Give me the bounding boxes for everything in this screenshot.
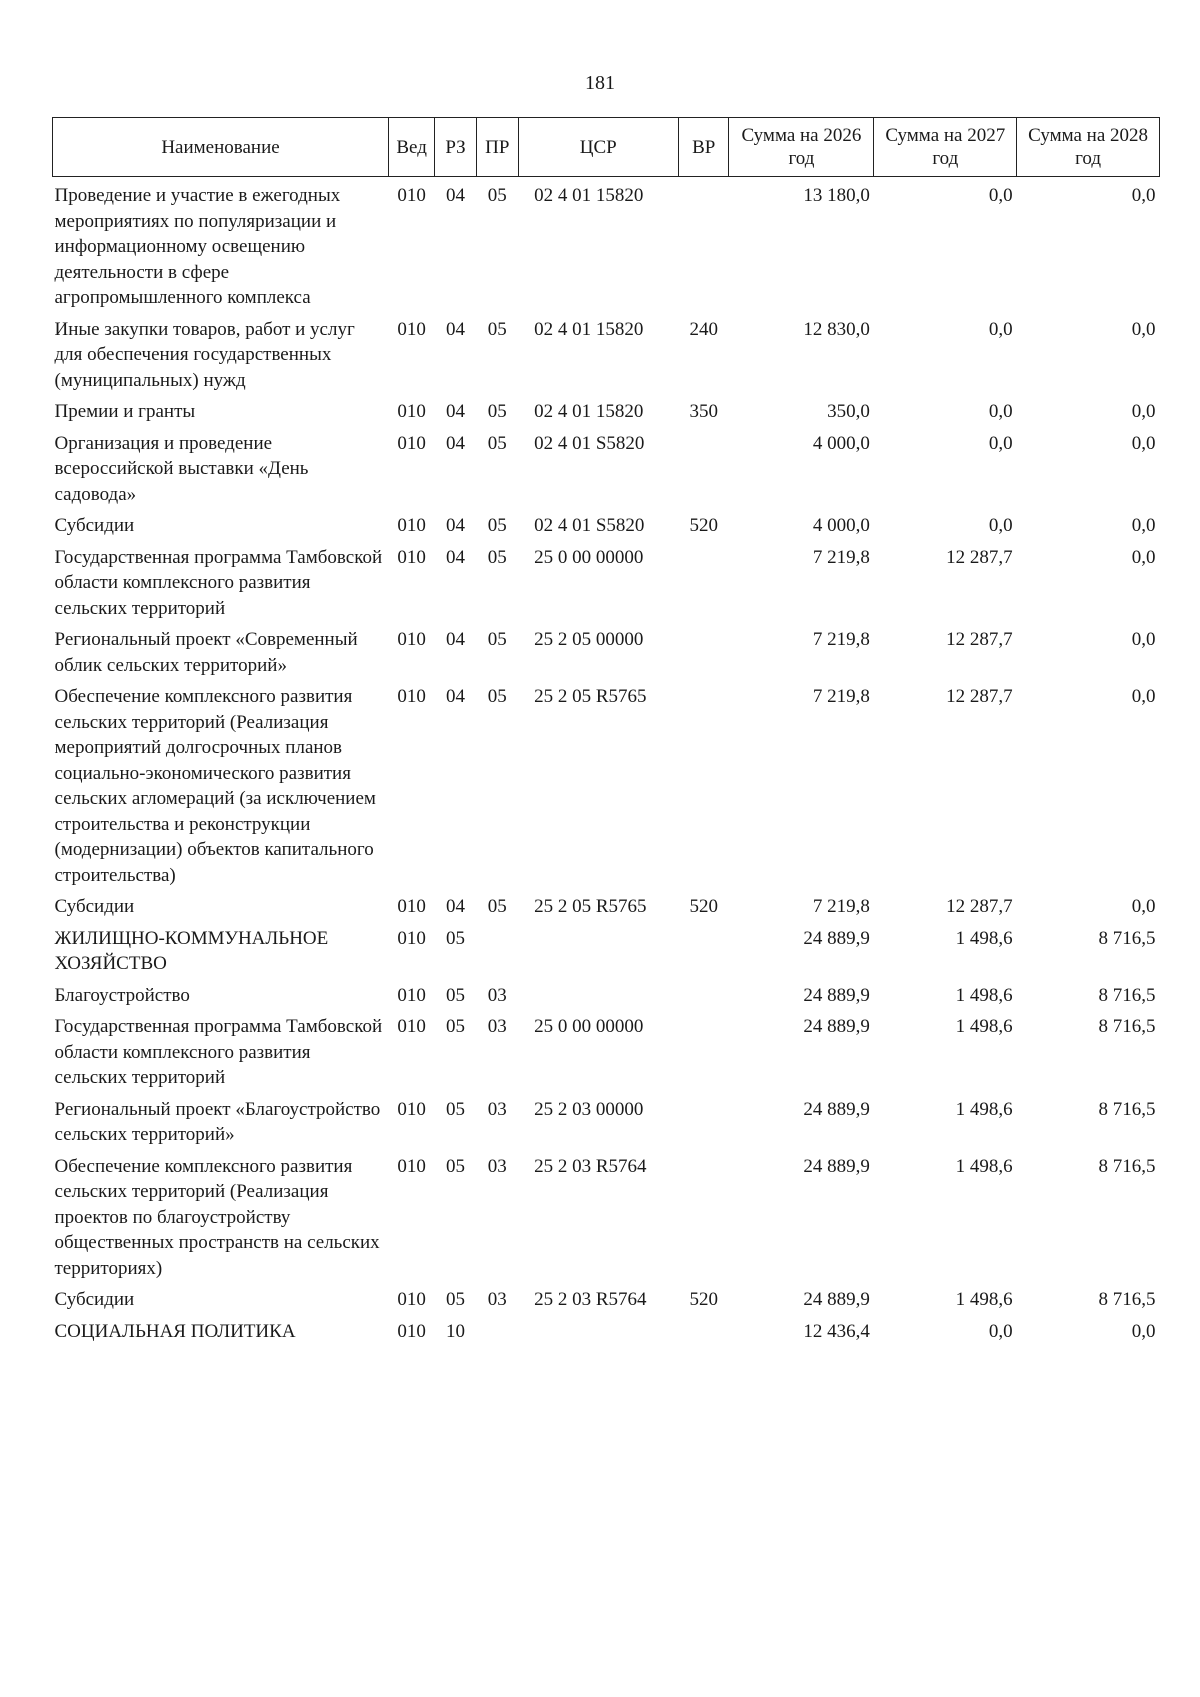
cell-csr	[518, 983, 678, 1015]
cell-pr: 05	[487, 318, 507, 340]
cell-name: Государственная программа Тамбовской области комплексного развития сельских территорий	[54, 1016, 383, 1088]
cell-rz: 05	[446, 984, 466, 1006]
cell-sum-2026: 24 889,9	[803, 1289, 870, 1310]
cell-pr: 03	[487, 1155, 507, 1177]
cell-sum-2027: 1 498,6	[955, 927, 1013, 949]
table-row	[53, 545, 1160, 628]
cell-sum-2028: 0,0	[1131, 686, 1156, 707]
cell-sum-2028: 8 716,5	[1098, 1289, 1156, 1310]
table-row	[53, 399, 1160, 431]
cell-name: Обеспечение комплексного развития сельских территорий (Реализация проектов по благоустройству общественных пространств на сельских территориях)	[54, 1155, 380, 1279]
cell-sum-2028: 0,0	[1131, 896, 1156, 917]
cell-pr: 05	[487, 515, 507, 536]
cell-sum-2028: 0,0	[1131, 185, 1156, 206]
cell-pr: 03	[487, 1016, 507, 1037]
header-sum-2028: Сумма на 2028 год	[1017, 118, 1160, 177]
cell-sum-2026: 24 889,9	[803, 927, 870, 949]
table-row	[53, 894, 1160, 926]
cell-csr: 25 0 00 00000	[534, 1016, 644, 1037]
cell-vr: 520	[689, 1289, 718, 1310]
table-row	[53, 627, 1160, 684]
table-row	[53, 983, 1160, 1015]
cell-vr	[678, 627, 729, 684]
cell-csr: 25 2 03 R5764	[534, 1155, 647, 1177]
cell-sum-2026: 13 180,0	[803, 185, 870, 206]
cell-sum-2026: 7 219,8	[812, 546, 870, 568]
cell-sum-2027: 0,0	[988, 401, 1013, 422]
cell-sum-2027: 0,0	[988, 1320, 1013, 1342]
cell-rz: 04	[446, 318, 466, 340]
cell-sum-2027: 1 498,6	[955, 1289, 1013, 1310]
cell-sum-2027: 0,0	[988, 432, 1013, 454]
cell-vr: 350	[689, 401, 718, 422]
cell-rz: 05	[446, 1289, 466, 1310]
header-vr: ВР	[678, 118, 729, 177]
cell-name: Проведение и участие в ежегодных мероприятиях по популяризации и информационному освещению деятельности в сфере агропромышленного комплекса	[54, 185, 341, 308]
cell-sum-2028: 0,0	[1131, 629, 1156, 650]
cell-pr	[476, 926, 518, 983]
table-row	[53, 1319, 1160, 1351]
cell-vr: 240	[689, 318, 718, 340]
cell-sum-2027: 0,0	[988, 515, 1013, 536]
cell-vr	[678, 1154, 729, 1288]
cell-sum-2028: 0,0	[1131, 546, 1156, 568]
cell-sum-2027: 12 287,7	[946, 546, 1013, 568]
cell-csr: 25 2 03 R5764	[534, 1289, 647, 1310]
budget-table	[52, 117, 1160, 1350]
cell-csr	[518, 1319, 678, 1351]
cell-csr: 02 4 01 S5820	[534, 515, 645, 536]
cell-vr	[678, 684, 729, 894]
cell-name: ЖИЛИЩНО-КОММУНАЛЬНОЕ ХОЗЯЙСТВО	[54, 927, 329, 974]
cell-csr: 25 2 05 R5765	[534, 686, 647, 707]
cell-sum-2027: 1 498,6	[955, 984, 1013, 1006]
table-row	[53, 183, 1160, 317]
cell-pr: 05	[487, 896, 507, 917]
cell-vr	[678, 183, 729, 317]
cell-pr: 05	[487, 629, 507, 650]
cell-sum-2027: 0,0	[988, 185, 1013, 206]
header-sum-2026: Сумма на 2026 год	[729, 118, 874, 177]
cell-rz: 05	[446, 1098, 466, 1120]
cell-csr: 25 2 05 R5765	[534, 896, 647, 917]
cell-sum-2026: 24 889,9	[803, 984, 870, 1006]
cell-rz: 05	[446, 1016, 466, 1037]
cell-ved: 010	[397, 1289, 426, 1310]
cell-csr: 02 4 01 15820	[534, 185, 644, 206]
cell-sum-2028: 0,0	[1131, 401, 1156, 422]
cell-rz: 04	[446, 185, 466, 206]
cell-name: СОЦИАЛЬНАЯ ПОЛИТИКА	[54, 1320, 296, 1342]
cell-rz: 04	[446, 546, 466, 568]
header-pr: ПР	[476, 118, 518, 177]
cell-ved: 010	[397, 1016, 426, 1037]
cell-sum-2026: 24 889,9	[803, 1155, 870, 1177]
cell-rz: 04	[446, 515, 466, 536]
cell-rz: 04	[446, 432, 466, 454]
table-row	[53, 926, 1160, 983]
table-row	[53, 1097, 1160, 1154]
cell-vr: 520	[689, 515, 718, 536]
header-row	[53, 118, 1160, 177]
cell-pr: 05	[487, 401, 507, 422]
header-ved: Вед	[389, 118, 435, 177]
header-rz: РЗ	[435, 118, 477, 177]
page-number: 181	[585, 72, 615, 94]
cell-sum-2026: 24 889,9	[803, 1098, 870, 1120]
cell-rz: 05	[446, 927, 466, 949]
cell-sum-2026: 12 830,0	[803, 318, 870, 340]
cell-rz: 05	[446, 1155, 466, 1177]
header-csr: ЦСР	[518, 118, 678, 177]
cell-sum-2027: 0,0	[988, 318, 1013, 340]
cell-ved: 010	[397, 515, 426, 536]
cell-name: Региональный проект «Благоустройство сельских территорий»	[54, 1098, 381, 1145]
cell-ved: 010	[397, 927, 426, 949]
table-row	[53, 513, 1160, 545]
cell-sum-2026: 4 000,0	[812, 515, 870, 536]
cell-vr	[678, 1014, 729, 1097]
cell-csr: 02 4 01 15820	[534, 318, 644, 340]
cell-ved: 010	[397, 984, 426, 1006]
cell-rz: 04	[446, 629, 466, 650]
cell-pr: 05	[487, 185, 507, 206]
cell-sum-2028: 0,0	[1131, 515, 1156, 536]
cell-pr: 05	[487, 432, 507, 454]
cell-vr	[678, 1319, 729, 1351]
cell-sum-2026: 7 219,8	[812, 629, 870, 650]
cell-csr: 02 4 01 15820	[534, 401, 644, 422]
table-row	[53, 1287, 1160, 1319]
cell-name: Организация и проведение всероссийской выставки «День садовода»	[54, 432, 309, 505]
cell-sum-2026: 24 889,9	[803, 1016, 870, 1037]
cell-sum-2028: 0,0	[1131, 1320, 1156, 1342]
cell-sum-2027: 1 498,6	[955, 1155, 1013, 1177]
cell-name: Иные закупки товаров, работ и услуг для обеспечения государственных (муниципальных) нужд	[54, 318, 355, 391]
cell-rz: 04	[446, 401, 466, 422]
cell-pr: 03	[487, 1289, 507, 1310]
cell-rz: 10	[446, 1320, 466, 1342]
table-row	[53, 1014, 1160, 1097]
cell-pr: 05	[487, 686, 507, 707]
cell-name: Субсидии	[54, 1289, 135, 1310]
cell-ved: 010	[397, 1098, 426, 1120]
cell-rz: 04	[446, 896, 466, 917]
cell-ved: 010	[397, 185, 426, 206]
cell-name: Региональный проект «Современный облик сельских территорий»	[54, 629, 358, 676]
cell-vr	[678, 545, 729, 628]
cell-sum-2028: 8 716,5	[1098, 1155, 1156, 1177]
cell-vr	[678, 983, 729, 1015]
table-row	[53, 317, 1160, 400]
budget-table-container	[52, 117, 1160, 1350]
cell-vr	[678, 431, 729, 514]
cell-sum-2027: 1 498,6	[955, 1016, 1013, 1037]
cell-vr	[678, 1097, 729, 1154]
cell-sum-2028: 8 716,5	[1098, 1016, 1156, 1037]
cell-sum-2026: 4 000,0	[812, 432, 870, 454]
cell-vr: 520	[689, 896, 718, 917]
cell-pr: 05	[487, 546, 507, 568]
cell-sum-2027: 12 287,7	[946, 896, 1013, 917]
cell-vr	[678, 926, 729, 983]
cell-ved: 010	[397, 629, 426, 650]
cell-name: Субсидии	[54, 515, 135, 536]
cell-sum-2027: 12 287,7	[946, 686, 1013, 707]
header-name: Наименование	[53, 118, 389, 177]
cell-ved: 010	[397, 1155, 426, 1177]
cell-sum-2028: 8 716,5	[1098, 927, 1156, 949]
cell-csr: 02 4 01 S5820	[534, 432, 645, 454]
table-header	[53, 118, 1160, 177]
table-row	[53, 431, 1160, 514]
table-row	[53, 1154, 1160, 1288]
cell-csr: 25 2 05 00000	[534, 629, 644, 650]
cell-pr	[476, 1319, 518, 1351]
cell-ved: 010	[397, 546, 426, 568]
cell-ved: 010	[397, 1320, 426, 1342]
cell-name: Благоустройство	[54, 984, 190, 1006]
table-row	[53, 684, 1160, 894]
cell-sum-2026: 350,0	[827, 401, 870, 422]
cell-name: Государственная программа Тамбовской области комплексного развития сельских территорий	[54, 546, 383, 619]
cell-sum-2026: 7 219,8	[812, 686, 870, 707]
cell-sum-2027: 1 498,6	[955, 1098, 1013, 1120]
cell-csr: 25 0 00 00000	[534, 546, 644, 568]
cell-sum-2028: 0,0	[1131, 318, 1156, 340]
cell-ved: 010	[397, 432, 426, 454]
cell-name: Субсидии	[54, 896, 135, 917]
cell-rz: 04	[446, 686, 466, 707]
cell-csr: 25 2 03 00000	[534, 1098, 644, 1120]
cell-sum-2028: 8 716,5	[1098, 984, 1156, 1006]
cell-sum-2027: 12 287,7	[946, 629, 1013, 650]
cell-ved: 010	[397, 686, 426, 707]
cell-ved: 010	[397, 401, 426, 422]
cell-pr: 03	[487, 1098, 507, 1120]
cell-sum-2028: 8 716,5	[1098, 1098, 1156, 1120]
cell-name: Обеспечение комплексного развития сельских территорий (Реализация мероприятий долгосрочных планов социально-экономического развития сельских агломераций (за исключением строительства и реконструкции (модернизации) объектов капитального строительства)	[54, 686, 376, 886]
header-sum-2027: Сумма на 2027 год	[874, 118, 1017, 177]
cell-name: Премии и гранты	[54, 401, 196, 422]
cell-sum-2026: 12 436,4	[803, 1320, 870, 1342]
cell-sum-2026: 7 219,8	[812, 896, 870, 917]
cell-ved: 010	[397, 318, 426, 340]
cell-ved: 010	[397, 896, 426, 917]
table-body	[53, 177, 1160, 1351]
cell-csr	[518, 926, 678, 983]
cell-sum-2028: 0,0	[1131, 432, 1156, 454]
cell-pr: 03	[487, 984, 507, 1006]
